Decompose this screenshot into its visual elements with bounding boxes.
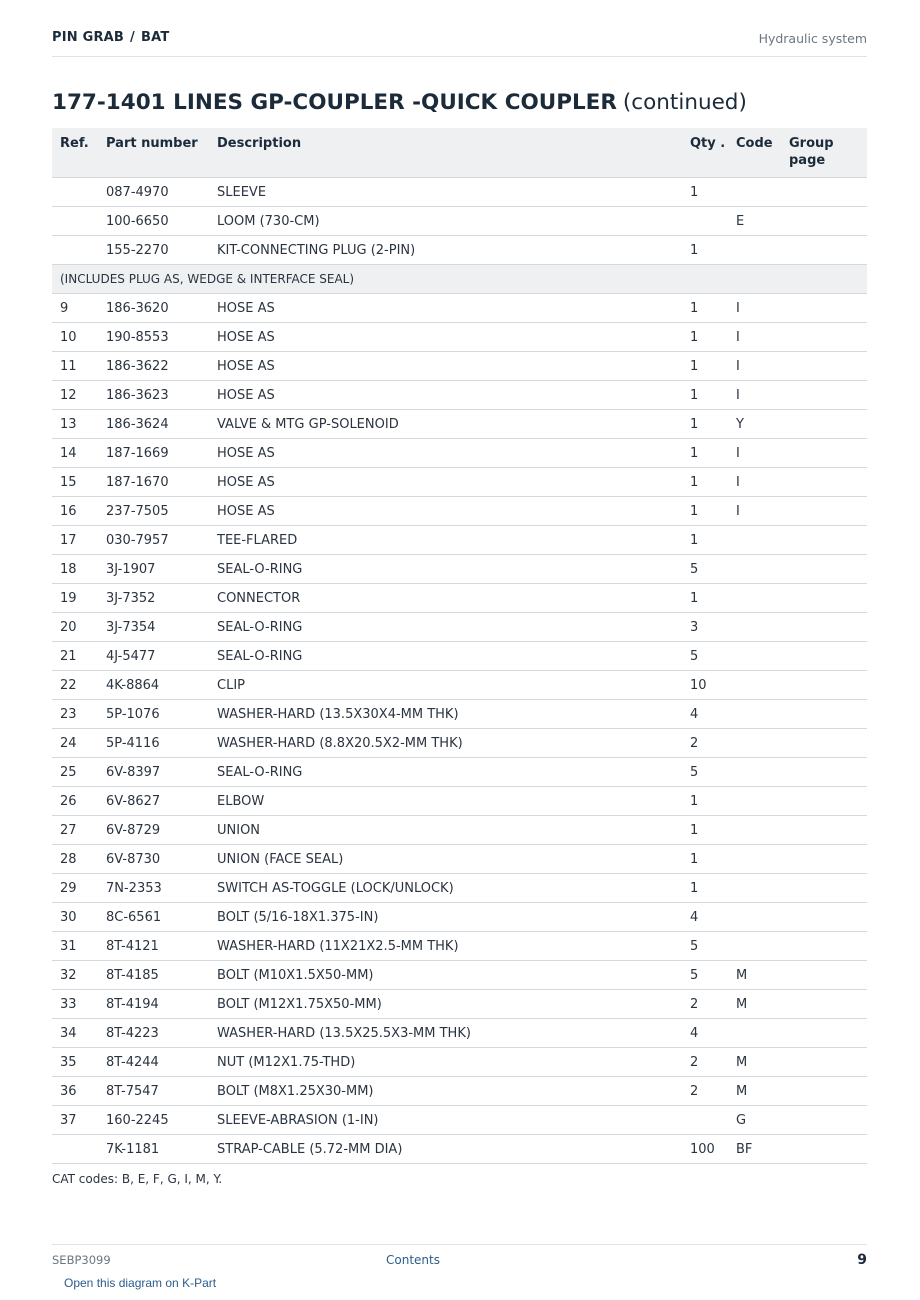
cell-description: HOSE AS	[209, 294, 682, 323]
table-row	[52, 381, 867, 410]
cell-code	[728, 1019, 781, 1048]
cell-qty: 1	[682, 845, 728, 874]
cell-code	[728, 729, 781, 758]
cell-qty: 1	[682, 410, 728, 439]
cell-qty: 100	[682, 1135, 728, 1164]
cell-code: G	[728, 1106, 781, 1135]
cell-group-page	[781, 468, 867, 497]
cell-ref	[52, 207, 98, 236]
cell-ref: 10	[52, 323, 98, 352]
cell-ref	[52, 1135, 98, 1164]
cell-qty: 1	[682, 468, 728, 497]
cell-description: WASHER-HARD (13.5X25.5X3-MM THK)	[209, 1019, 682, 1048]
cell-part-number: 087-4970	[98, 178, 209, 207]
cell-ref: 29	[52, 874, 98, 903]
cell-part-number: 7N-2353	[98, 874, 209, 903]
cell-group-page	[781, 903, 867, 932]
cell-qty	[682, 207, 728, 236]
cell-group-page	[781, 932, 867, 961]
cell-code	[728, 932, 781, 961]
table-row	[52, 758, 867, 787]
table-row	[52, 497, 867, 526]
cell-code	[728, 555, 781, 584]
cell-group-page	[781, 410, 867, 439]
table-row	[52, 642, 867, 671]
cell-part-number: 4J-5477	[98, 642, 209, 671]
cell-description: UNION	[209, 816, 682, 845]
cell-description: SEAL-O-RING	[209, 642, 682, 671]
cell-qty: 1	[682, 439, 728, 468]
cell-qty: 1	[682, 381, 728, 410]
table-row	[52, 961, 867, 990]
cell-qty: 1	[682, 874, 728, 903]
cell-part-number: 160-2245	[98, 1106, 209, 1135]
cell-qty: 1	[682, 497, 728, 526]
page-number: 9	[857, 1252, 867, 1268]
cell-ref: 32	[52, 961, 98, 990]
cell-group-page	[781, 178, 867, 207]
cell-description: LOOM (730-CM)	[209, 207, 682, 236]
cell-ref: 30	[52, 903, 98, 932]
cell-group-page	[781, 555, 867, 584]
cell-group-page	[781, 236, 867, 265]
parts-table	[52, 128, 867, 1164]
cell-description: SEAL-O-RING	[209, 613, 682, 642]
table-row	[52, 207, 867, 236]
cell-part-number: 100-6650	[98, 207, 209, 236]
cell-qty: 2	[682, 990, 728, 1019]
note-text: (INCLUDES PLUG AS, WEDGE & INTERFACE SEAL)	[52, 265, 867, 294]
cell-group-page	[781, 613, 867, 642]
cell-ref: 12	[52, 381, 98, 410]
cell-group-page	[781, 1048, 867, 1077]
table-row	[52, 323, 867, 352]
cell-ref: 20	[52, 613, 98, 642]
cell-description: VALVE & MTG GP-SOLENOID	[209, 410, 682, 439]
cell-group-page	[781, 758, 867, 787]
table-row	[52, 816, 867, 845]
cell-code: I	[728, 352, 781, 381]
table-row	[52, 1019, 867, 1048]
cell-code: I	[728, 468, 781, 497]
cell-qty: 1	[682, 294, 728, 323]
cell-ref: 15	[52, 468, 98, 497]
cell-part-number: 190-8553	[98, 323, 209, 352]
cell-description: WASHER-HARD (8.8X20.5X2-MM THK)	[209, 729, 682, 758]
cell-ref: 33	[52, 990, 98, 1019]
cell-qty: 2	[682, 1048, 728, 1077]
table-row	[52, 1106, 867, 1135]
cell-code: M	[728, 961, 781, 990]
table-note-row	[52, 265, 867, 294]
cell-code	[728, 584, 781, 613]
table-row	[52, 410, 867, 439]
cell-description: STRAP-CABLE (5.72-MM DIA)	[209, 1135, 682, 1164]
cell-ref	[52, 236, 98, 265]
cell-part-number: 186-3620	[98, 294, 209, 323]
cell-ref: 28	[52, 845, 98, 874]
cell-ref: 27	[52, 816, 98, 845]
table-row	[52, 1135, 867, 1164]
cell-ref: 9	[52, 294, 98, 323]
cell-part-number: 6V-8627	[98, 787, 209, 816]
cell-group-page	[781, 990, 867, 1019]
cell-description: HOSE AS	[209, 497, 682, 526]
cell-ref: 23	[52, 700, 98, 729]
cell-code	[728, 845, 781, 874]
page-title-suffix: (continued)	[622, 90, 747, 115]
cell-part-number: 186-3623	[98, 381, 209, 410]
cell-part-number: 5P-1076	[98, 700, 209, 729]
cell-group-page	[781, 845, 867, 874]
cell-part-number: 3J-1907	[98, 555, 209, 584]
cell-group-page	[781, 671, 867, 700]
cell-group-page	[781, 207, 867, 236]
cell-qty: 5	[682, 758, 728, 787]
page-title	[52, 90, 747, 115]
cell-code	[728, 758, 781, 787]
table-row	[52, 787, 867, 816]
table-row	[52, 526, 867, 555]
cell-group-page	[781, 1106, 867, 1135]
cell-part-number: 8T-4121	[98, 932, 209, 961]
header-code: Code	[728, 128, 781, 178]
cell-description: BOLT (M8X1.25X30-MM)	[209, 1077, 682, 1106]
table-row	[52, 932, 867, 961]
cell-group-page	[781, 526, 867, 555]
cat-codes-note: CAT codes: B, E, F, G, I, M, Y.	[52, 1172, 223, 1186]
table-row	[52, 1077, 867, 1106]
cell-qty: 10	[682, 671, 728, 700]
cell-qty: 1	[682, 323, 728, 352]
cell-part-number: 8T-4194	[98, 990, 209, 1019]
cell-group-page	[781, 352, 867, 381]
cell-code	[728, 613, 781, 642]
cell-code	[728, 874, 781, 903]
cell-part-number: 4K-8864	[98, 671, 209, 700]
table-row	[52, 236, 867, 265]
table-row	[52, 439, 867, 468]
cell-group-page	[781, 816, 867, 845]
cell-part-number: 8T-4223	[98, 1019, 209, 1048]
cell-part-number: 237-7505	[98, 497, 209, 526]
breadcrumb-model: BAT	[140, 30, 170, 45]
cell-part-number: 6V-8397	[98, 758, 209, 787]
cell-group-page	[781, 1019, 867, 1048]
cell-qty	[682, 1106, 728, 1135]
cell-part-number: 187-1670	[98, 468, 209, 497]
table-row	[52, 613, 867, 642]
table-body	[52, 178, 867, 1164]
cell-group-page	[781, 642, 867, 671]
cell-ref: 34	[52, 1019, 98, 1048]
cell-qty: 2	[682, 1077, 728, 1106]
cell-description: BOLT (5/16-18X1.375-IN)	[209, 903, 682, 932]
table-header-row	[52, 128, 867, 178]
cell-ref: 17	[52, 526, 98, 555]
cell-code: I	[728, 323, 781, 352]
cell-ref: 14	[52, 439, 98, 468]
cell-description: SLEEVE	[209, 178, 682, 207]
cell-group-page	[781, 497, 867, 526]
cell-description: SLEEVE-ABRASION (1-IN)	[209, 1106, 682, 1135]
page-title-main: 177-1401 LINES GP-COUPLER -QUICK COUPLER	[52, 90, 617, 115]
cell-part-number: 8T-4185	[98, 961, 209, 990]
cell-part-number: 030-7957	[98, 526, 209, 555]
cell-group-page	[781, 294, 867, 323]
table-row	[52, 990, 867, 1019]
cell-part-number: 186-3622	[98, 352, 209, 381]
table-row	[52, 584, 867, 613]
cell-description: BOLT (M10X1.5X50-MM)	[209, 961, 682, 990]
header-part-number: Part number	[98, 128, 209, 178]
cell-group-page	[781, 1077, 867, 1106]
cell-qty: 5	[682, 961, 728, 990]
cell-description: CLIP	[209, 671, 682, 700]
open-k-part-link[interactable]: Open this diagram on K-Part	[64, 1276, 217, 1290]
cell-qty: 5	[682, 932, 728, 961]
cell-description: SEAL-O-RING	[209, 555, 682, 584]
cell-ref: 19	[52, 584, 98, 613]
cell-qty: 3	[682, 613, 728, 642]
cell-code	[728, 236, 781, 265]
cell-group-page	[781, 584, 867, 613]
cell-group-page	[781, 874, 867, 903]
table-row	[52, 1048, 867, 1077]
cell-code	[728, 671, 781, 700]
cell-ref: 24	[52, 729, 98, 758]
header-ref: Ref.	[52, 128, 98, 178]
cell-code: M	[728, 990, 781, 1019]
table-row	[52, 903, 867, 932]
cell-description: HOSE AS	[209, 381, 682, 410]
table-row	[52, 729, 867, 758]
cell-description: WASHER-HARD (13.5X30X4-MM THK)	[209, 700, 682, 729]
cell-qty: 1	[682, 584, 728, 613]
cell-code: I	[728, 381, 781, 410]
cell-ref: 18	[52, 555, 98, 584]
cell-group-page	[781, 787, 867, 816]
cell-qty: 2	[682, 729, 728, 758]
cell-description: ELBOW	[209, 787, 682, 816]
table-row	[52, 874, 867, 903]
cell-code	[728, 642, 781, 671]
cell-description: HOSE AS	[209, 439, 682, 468]
cell-part-number: 3J-7354	[98, 613, 209, 642]
cell-description: UNION (FACE SEAL)	[209, 845, 682, 874]
cell-ref: 35	[52, 1048, 98, 1077]
cell-code	[728, 903, 781, 932]
table-row	[52, 555, 867, 584]
cell-group-page	[781, 439, 867, 468]
document-id: SEBP3099	[52, 1253, 111, 1267]
header-description: Description	[209, 128, 682, 178]
table-row	[52, 700, 867, 729]
cell-group-page	[781, 700, 867, 729]
cell-code: I	[728, 439, 781, 468]
cell-qty: 1	[682, 526, 728, 555]
table-row	[52, 468, 867, 497]
cell-qty: 1	[682, 236, 728, 265]
cell-description: HOSE AS	[209, 323, 682, 352]
cell-code: M	[728, 1077, 781, 1106]
cell-qty: 4	[682, 1019, 728, 1048]
cell-ref: 26	[52, 787, 98, 816]
cell-part-number: 155-2270	[98, 236, 209, 265]
cell-code: M	[728, 1048, 781, 1077]
cell-qty: 5	[682, 642, 728, 671]
cell-description: BOLT (M12X1.75X50-MM)	[209, 990, 682, 1019]
cell-group-page	[781, 1135, 867, 1164]
cell-ref: 37	[52, 1106, 98, 1135]
cell-code: E	[728, 207, 781, 236]
cell-group-page	[781, 323, 867, 352]
cell-part-number: 187-1669	[98, 439, 209, 468]
cell-qty: 1	[682, 352, 728, 381]
cell-group-page	[781, 729, 867, 758]
cell-ref: 16	[52, 497, 98, 526]
cell-part-number: 5P-4116	[98, 729, 209, 758]
section-label: Hydraulic system	[758, 31, 867, 46]
cell-part-number: 3J-7352	[98, 584, 209, 613]
page-header	[52, 28, 867, 57]
cell-qty: 1	[682, 816, 728, 845]
cell-code: BF	[728, 1135, 781, 1164]
cell-code: I	[728, 294, 781, 323]
cell-ref: 13	[52, 410, 98, 439]
header-qty: Qty .	[682, 128, 728, 178]
cell-description: NUT (M12X1.75-THD)	[209, 1048, 682, 1077]
cell-description: SWITCH AS-TOGGLE (LOCK/UNLOCK)	[209, 874, 682, 903]
footer-divider	[52, 1244, 867, 1245]
cell-code	[728, 787, 781, 816]
cell-description: SEAL-O-RING	[209, 758, 682, 787]
cell-description: WASHER-HARD (11X21X2.5-MM THK)	[209, 932, 682, 961]
cell-code: I	[728, 497, 781, 526]
cell-qty: 4	[682, 903, 728, 932]
breadcrumb	[52, 30, 169, 45]
table-row	[52, 352, 867, 381]
table-row	[52, 178, 867, 207]
cell-ref	[52, 178, 98, 207]
table-row	[52, 294, 867, 323]
cell-ref: 21	[52, 642, 98, 671]
cell-group-page	[781, 961, 867, 990]
table-row	[52, 845, 867, 874]
cell-description: TEE-FLARED	[209, 526, 682, 555]
cell-code: Y	[728, 410, 781, 439]
cell-part-number: 7K-1181	[98, 1135, 209, 1164]
cell-description: KIT-CONNECTING PLUG (2-PIN)	[209, 236, 682, 265]
cell-ref: 36	[52, 1077, 98, 1106]
cell-ref: 22	[52, 671, 98, 700]
cell-qty: 5	[682, 555, 728, 584]
cell-part-number: 6V-8730	[98, 845, 209, 874]
breadcrumb-separator: /	[130, 30, 135, 45]
cell-code	[728, 816, 781, 845]
cell-part-number: 6V-8729	[98, 816, 209, 845]
cell-ref: 25	[52, 758, 98, 787]
cell-code	[728, 178, 781, 207]
cell-code	[728, 700, 781, 729]
table-row	[52, 671, 867, 700]
contents-link[interactable]: Contents	[386, 1253, 440, 1267]
cell-qty: 1	[682, 178, 728, 207]
cell-description: CONNECTOR	[209, 584, 682, 613]
cell-qty: 4	[682, 700, 728, 729]
cell-part-number: 8T-7547	[98, 1077, 209, 1106]
cell-ref: 11	[52, 352, 98, 381]
cell-qty: 1	[682, 787, 728, 816]
header-group-page: Group page	[781, 128, 867, 178]
cell-description: HOSE AS	[209, 352, 682, 381]
cell-group-page	[781, 381, 867, 410]
cell-part-number: 186-3624	[98, 410, 209, 439]
cell-part-number: 8T-4244	[98, 1048, 209, 1077]
cell-part-number: 8C-6561	[98, 903, 209, 932]
cell-ref: 31	[52, 932, 98, 961]
cell-description: HOSE AS	[209, 468, 682, 497]
cell-code	[728, 526, 781, 555]
breadcrumb-machine: PIN GRAB	[52, 30, 125, 45]
